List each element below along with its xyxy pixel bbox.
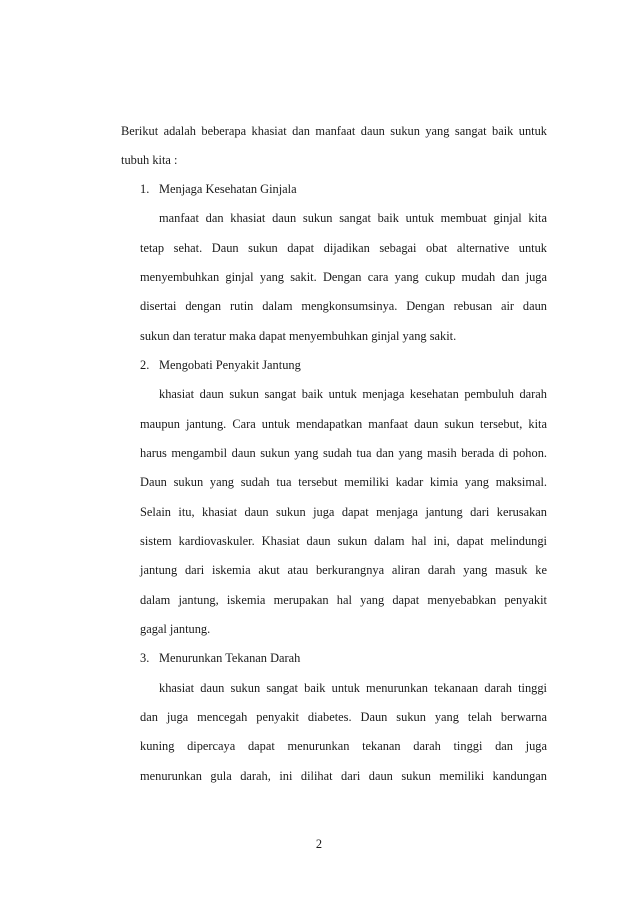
section-number: 2. <box>140 358 150 372</box>
section-paragraph-line: tetap sehat. Daun sukun dapat dijadikan sebagai obat alternative untuk <box>140 241 547 255</box>
section-paragraph-line: kuning dipercaya dapat menurunkan tekanan darah tinggi dan juga <box>140 739 547 753</box>
section-paragraph-line: menyembuhkan ginjal yang sakit. Dengan cara yang cukup mudah dan juga <box>140 270 547 284</box>
section-paragraph-line: sistem kardiovaskuler. Khasiat daun sukun dalam hal ini, dapat melindungi <box>140 534 547 548</box>
section-title: Mengobati Penyakit Jantung <box>159 358 301 372</box>
section-paragraph-line: sukun dan teratur maka dapat menyembuhkan ginjal yang sakit. <box>140 329 457 343</box>
section-paragraph-line: jantung dari iskemia akut atau berkurangnya aliran darah yang masuk ke <box>140 563 547 577</box>
section-paragraph-line: Selain itu, khasiat daun sukun juga dapat menjaga jantung dari kerusakan <box>140 505 547 519</box>
section-paragraph-line: khasiat daun sukun sangat baik untuk menurunkan tekanaan darah tinggi <box>159 681 547 695</box>
section-paragraph-line: manfaat dan khasiat daun sukun sangat baik untuk membuat ginjal kita <box>159 211 547 225</box>
section-paragraph-line: harus mengambil daun sukun yang sudah tua dan yang masih berada di pohon. <box>140 446 547 460</box>
page-number: 2 <box>315 837 323 851</box>
section-paragraph-line: Daun sukun yang sudah tua tersebut memiliki kadar kimia yang maksimal. <box>140 475 547 489</box>
section-paragraph-line: disertai dengan rutin dalam mengkonsumsinya. Dengan rebusan air daun <box>140 299 547 313</box>
intro-line-2: tubuh kita : <box>121 153 178 167</box>
section-number: 1. <box>140 182 150 196</box>
section-paragraph-line: maupun jantung. Cara untuk mendapatkan manfaat daun sukun tersebut, kita <box>140 417 547 431</box>
section-paragraph-line: dalam jantung, iskemia merupakan hal yang dapat menyebabkan penyakit <box>140 593 547 607</box>
section-paragraph-line: menurunkan gula darah, ini dilihat dari daun sukun memiliki kandungan <box>140 769 547 783</box>
section-title: Menjaga Kesehatan Ginjala <box>159 182 297 196</box>
section-paragraph-line: dan juga mencegah penyakit diabetes. Daun sukun yang telah berwarna <box>140 710 547 724</box>
section-title: Menurunkan Tekanan Darah <box>159 651 301 665</box>
section-paragraph-line: gagal jantung. <box>140 622 211 636</box>
intro-line-1: Berikut adalah beberapa khasiat dan manfaat daun sukun yang sangat baik untuk <box>121 124 547 138</box>
section-number: 3. <box>140 651 150 665</box>
section-paragraph-line: khasiat daun sukun sangat baik untuk menjaga kesehatan pembuluh darah <box>159 387 547 401</box>
